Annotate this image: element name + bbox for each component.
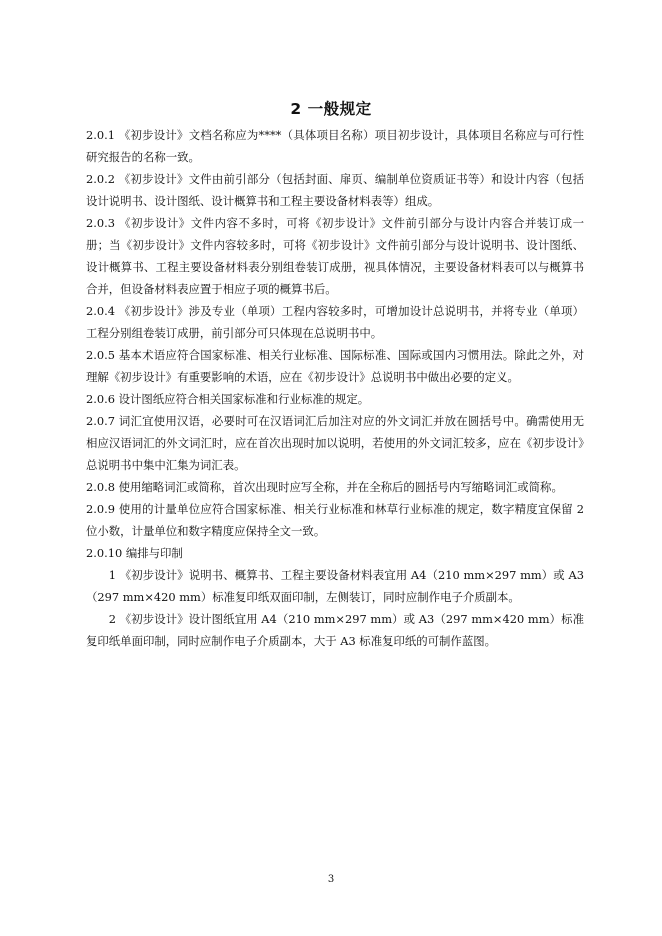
clause-2-0-9: 2.0.9 使用的计量单位应符合国家标准、相关行业标准和林草行业标准的规定，数字精度宜保留 2 位小数，计量单位和数字精度应保持全文一致。 bbox=[86, 502, 584, 538]
clause-2-0-7: 2.0.7 词汇宜使用汉语，必要时可在汉语词汇后加注对应的外文词汇并放在圆括号中。确需使用无相应汉语词汇的外文词汇时，应在首次出现时加以说明，若使用的外文词汇较多，应在《初步设计》总说明书中集中汇集为词汇表。 bbox=[86, 414, 584, 472]
clause-item-2: 2 《初步设计》设计图纸宜用 A4（210 mm×297 mm）或 A3（297 mm×420 mm）标准复印纸单面印制，同时应制作电子介质副本，大于 A3 标准复印纸的可制作蓝图。 bbox=[86, 612, 584, 648]
clause-2-0-4: 2.0.4 《初步设计》涉及专业（单项）工程内容较多时，可增加设计总说明书，并将专业（单项）工程分别组卷装订成册，前引部分可只体现在总说明书中。 bbox=[86, 304, 584, 340]
page-number: 3 bbox=[327, 874, 335, 885]
clause-2-0-8: 2.0.8 使用缩略词汇或简称，首次出现时应写全称，并在全称后的圆括号内写缩略词汇或简称。 bbox=[86, 480, 563, 494]
section-title: 2 一般规定 bbox=[290, 100, 372, 118]
section-body bbox=[86, 124, 584, 652]
clause-2-0-2: 2.0.2 《初步设计》文件由前引部分（包括封面、扉页、编制单位资质证书等）和设计内容（包括设计说明书、设计图纸、设计概算书和工程主要设备材料表等）组成。 bbox=[86, 172, 584, 208]
clause-item-1: 1 《初步设计》说明书、概算书、工程主要设备材料表宜用 A4（210 mm×297 mm）或 A3（297 mm×420 mm）标准复印纸双面印制，左侧装订，同时应制作电子介质副本。 bbox=[86, 568, 584, 604]
clause-2-0-10: 2.0.10 编排与印制 bbox=[86, 546, 183, 560]
clause-2-0-6: 2.0.6 设计图纸应符合相关国家标准和行业标准的规定。 bbox=[86, 392, 370, 406]
clause-2-0-3: 2.0.3 《初步设计》文件内容不多时，可将《初步设计》文件前引部分与设计内容合并装订成一册；当《初步设计》文件内容较多时，可将《初步设计》文件前引部分与设计说明书、设计图纸、设计概算书、工程主要设备材料表分别组卷装订成册，视具体情况，主要设备材料表可以与概算书合并，但设备材料表应置于相应子项的概算书后。 bbox=[86, 216, 584, 296]
clause-2-0-1: 2.0.1 《初步设计》文档名称应为****（具体项目名称）项目初步设计，具体项目名称应与可行性研究报告的名称一致。 bbox=[86, 128, 584, 164]
clause-2-0-5: 2.0.5 基本术语应符合国家标准、相关行业标准、国际标准、国际或国内习惯用法。除此之外，对理解《初步设计》有重要影响的术语，应在《初步设计》总说明书中做出必要的定义。 bbox=[86, 348, 584, 384]
